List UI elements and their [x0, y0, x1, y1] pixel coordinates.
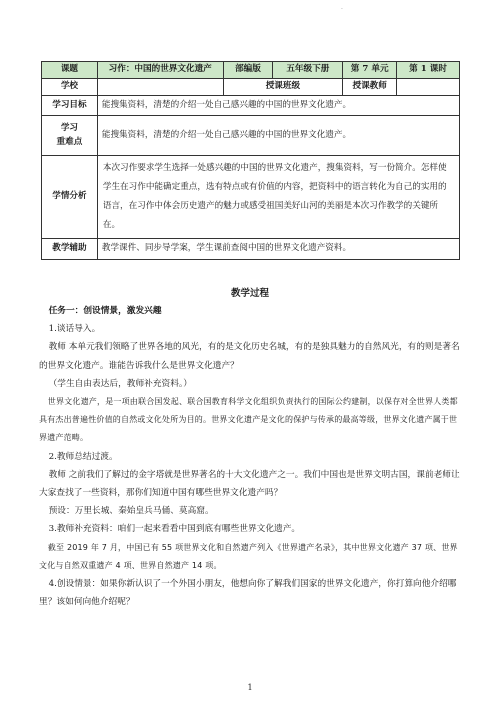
- lesson-title: 习作：中国的世界文化遗产: [97, 62, 223, 79]
- paragraph: 教师 之前我们了解过的金字塔就是世界著名的十大文化遗产之一。我们中国也是世界文明古国，课前老师让大家查找了一些资料，那你们知道中国有哪些世界文化遗产吗？: [39, 469, 460, 499]
- analysis-label: 学情分析: [42, 156, 98, 239]
- edition: 部编版: [223, 62, 273, 79]
- key-label-line2: 重难点: [56, 136, 83, 147]
- class-label: 授课班级: [223, 79, 343, 96]
- table-row-key: [42, 116, 460, 156]
- paragraph: 预设：万里长城、秦始皇兵马俑、莫高窟。: [48, 506, 214, 517]
- topic-label: 课题: [42, 62, 98, 79]
- teacher-value: [397, 79, 460, 96]
- task1-heading: 任务一：创设情景，激发兴趣: [48, 306, 162, 316]
- goal-label: 学习目标: [42, 96, 98, 116]
- grade: 五年级下册: [273, 62, 343, 79]
- school-label: 学校: [42, 79, 98, 96]
- paragraph: （学生自由表达后，教师补充资料。）: [48, 378, 192, 389]
- table-row-title: [42, 62, 460, 79]
- teacher-label: 授课教师: [343, 79, 397, 96]
- goal-text: 能搜集资料，清楚的介绍一处自己感兴趣的中国的世界文化遗产。: [97, 96, 459, 116]
- paragraph: 教师 本单元我们领略了世界各地的风光，有的是文化历史名城，有的是独具魅力的自然风光，有的则是著名的世界文化遗产。谁能告诉我什么是世界文化遗产？: [39, 342, 460, 371]
- paragraph: 1.谈话导入。: [48, 324, 101, 335]
- paragraph: 4.创设情景：如果你新认识了一个外国小朋友，他想向你了解我们国家的世界文化遗产，你打算向他介绍哪里？该如何向他介绍呢？: [39, 579, 457, 608]
- lesson-info-table: [41, 61, 460, 260]
- key-text: 能搜集资料，清楚的介绍一处自己感兴趣的中国的世界文化遗产。: [97, 116, 459, 156]
- school-value: [97, 79, 223, 96]
- aids-label: 教学辅助: [42, 239, 98, 260]
- table-row-analysis: [42, 156, 460, 239]
- top-mark: .: [341, 4, 343, 11]
- page-number: 1: [247, 683, 253, 692]
- paragraph-quote: 截至 2019 年 7 月，中国已有 55 项世界文化和自然遗产列入《世界遗产名录》，其中世界文化遗产 37 项、世界文化与自然双重遗产 4 项、世界自然遗产 14 项。: [39, 542, 458, 570]
- section-title: 教学过程: [230, 288, 269, 299]
- table-row-school: [42, 79, 460, 96]
- table-row-goal: [42, 96, 460, 116]
- teaching-process: [39, 302, 464, 611]
- paragraph: 3.教师补充资料：咱们一起来看看中国到底有哪些世界文化遗产。: [48, 524, 301, 535]
- key-label-line1: 学习: [60, 123, 79, 134]
- analysis-text: 本次习作要求学生选择一处感兴趣的中国的世界文化遗产，搜集资料，写一份简介。怎样使学生在习作中能确定重点，选有特点或有价值的内容，把资料中的语言转化为自己的实用的语言，在习作中体会历史遗产的魅力或感受祖国美好山河的美丽是本次习作教学的关键所在。: [97, 156, 459, 239]
- aids-text: 教学课件、同步导学案，学生课前查阅中国的世界文化遗产资料。: [97, 239, 459, 260]
- key-label: [42, 116, 98, 156]
- paragraph: 2.教师总结过渡。: [48, 451, 118, 462]
- paragraph-quote: 世界文化遗产，是一项由联合国发起、联合国教育科学文化组织负责执行的国际公约建制，以保存对全世界人类都具有杰出普遍性价值的自然或文化处所为目的。世界文化遗产是文化的保护与传承的最高等级，世界文化遗产属于世界遗产范畴。: [39, 397, 458, 443]
- period: 第 1 课时: [397, 62, 460, 79]
- table-row-aids: [42, 239, 460, 260]
- unit: 第 7 单元: [343, 62, 397, 79]
